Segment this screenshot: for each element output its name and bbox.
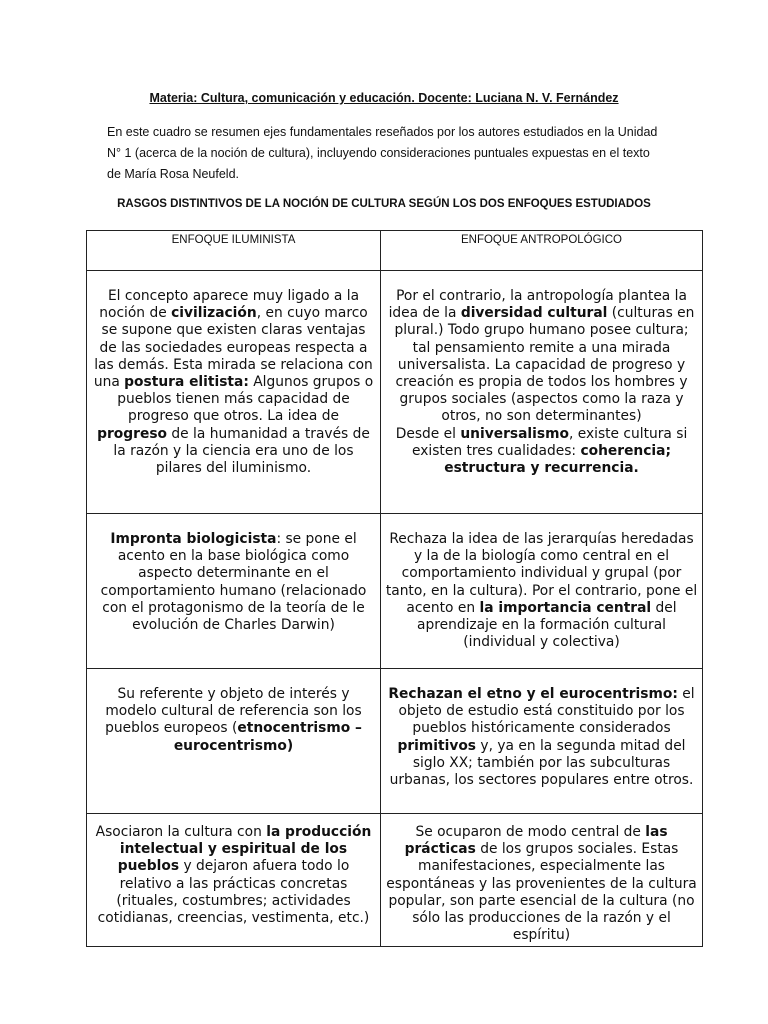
cell-text: del aprendizaje en la formación cultural (individual y colectiva) xyxy=(417,599,677,651)
column-header-antropologico: ENFOQUE ANTROPOLÓGICO xyxy=(381,231,703,271)
table-title: RASGOS DISTINTIVOS DE LA NOCIÓN DE CULTURA SEGÚN LOS DOS ENFOQUES ESTUDIADOS xyxy=(117,198,651,210)
cell-iluminista xyxy=(87,271,381,514)
table-row xyxy=(87,814,703,947)
cell-text: de los grupos sociales. Estas manifestaciones, especialmente las espontáneas y las provenientes de la cultura popular, son parte esencial de la cultura (no sólo las producciones de la razón y el espíritu) xyxy=(386,841,697,944)
cell-text: Asociaron la cultura con xyxy=(95,824,267,840)
cell-text: El concepto aparece muy ligado a la noción de xyxy=(99,288,360,322)
intro-paragraph xyxy=(107,122,667,185)
cell-bold-text: postura elitista: xyxy=(124,374,249,391)
table-row xyxy=(87,514,703,669)
table-row xyxy=(87,271,703,514)
cell-text: Su referente y objeto de interés y modelo cultural de referencia son los pueblos europeos ( xyxy=(105,686,362,737)
intro-line: N° 1 (acerca de la noción de cultura), incluyendo consideraciones puntuales expuestas en el texto xyxy=(107,146,650,160)
cell-bold-text: Rechazan el etno y el eurocentrismo: xyxy=(388,686,678,702)
comparison-table xyxy=(86,230,703,947)
cell-bold-text: Impronta biologicista xyxy=(110,531,277,547)
cell-iluminista xyxy=(87,669,381,814)
cell-bold-text: civilización xyxy=(171,305,257,322)
cell-antropologico xyxy=(381,669,703,814)
cell-bold-text: las prácticas xyxy=(404,824,668,858)
cell-text: y dejaron afuera todo lo relativo a las prácticas concretas (rituales, costumbres; actividades cotidianas, creencias, vestimenta, etc.) xyxy=(97,858,370,927)
cell-iluminista xyxy=(87,814,381,947)
cell-text: : se pone el acento en la base biológica como aspecto determinante en el comportamiento humano (relacionado con el protagonismo de la teoría de le evolución de Charles Darwin) xyxy=(100,531,367,634)
cell-text: y, ya en la segunda mitad del siglo XX; también por las subculturas urbanas, los sectores populares entre otros. xyxy=(389,737,694,789)
cell-bold-text: la importancia central xyxy=(479,599,652,616)
cell-iluminista xyxy=(87,514,381,669)
cell-antropologico xyxy=(381,814,703,947)
cell-bold-text: primitivos xyxy=(397,737,477,754)
cell-bold-text: la producción intelectual y espiritual de los pueblos xyxy=(117,824,372,875)
cell-text: Algunos grupos o pueblos tienen más capacidad de progreso que otros. La idea de xyxy=(117,374,374,425)
cell-bold-text: diversidad cultural xyxy=(460,305,608,322)
cell-text: Se ocuparon de modo central de xyxy=(415,824,646,840)
intro-line: En este cuadro se resumen ejes fundamentales reseñados por los autores estudiados en la Unidad xyxy=(107,125,658,139)
cell-text: (culturas en plural.) Todo grupo humano posee cultura; tal pensamiento remite a una mirada universalista. La capacidad de progreso y creación es propia de todos los hombres y grupos sociales (aspectos como la raza y otros, no son determinantes) xyxy=(394,305,695,425)
cell-text: Desde el xyxy=(395,425,461,442)
document-header-title: Materia: Cultura, comunicación y educación. Docente: Luciana N. V. Fernández xyxy=(149,91,619,105)
cell-antropologico xyxy=(381,271,703,514)
cell-bold-text: etnocentrismo – eurocentrismo) xyxy=(173,720,362,754)
table-row xyxy=(87,669,703,814)
cell-text: el objeto de estudio está constituido por los pueblos históricamente considerados xyxy=(398,686,695,737)
cell-bold-text: coherencia; estructura y recurrencia. xyxy=(444,442,671,477)
cell-text: Por el contrario, la antropología plantea la idea de la xyxy=(388,288,687,322)
cell-antropologico xyxy=(381,514,703,669)
cell-text: Rechaza la idea de las jerarquías heredadas y la de la biología como central en el comportamiento individual y grupal (por tanto, en la cultura). Por el contrario, pone el acento en xyxy=(385,531,698,616)
cell-text: de la humanidad a través de la razón y la ciencia era uno de los pilares del iluminismo. xyxy=(113,425,370,477)
cell-text: , en cuyo marco se supone que existen claras ventajas de las sociedades europeas respecta a las demás. Esta mirada se relaciona con una xyxy=(93,305,373,391)
cell-text: , existe cultura si existen tres cualidades: xyxy=(412,425,688,459)
column-header-iluminista: ENFOQUE ILUMINISTA xyxy=(87,231,381,271)
intro-line: de María Rosa Neufeld. xyxy=(107,167,240,181)
table-header-row xyxy=(87,231,703,271)
cell-bold-text: progreso xyxy=(97,425,168,442)
cell-bold-text: universalismo xyxy=(460,425,569,442)
